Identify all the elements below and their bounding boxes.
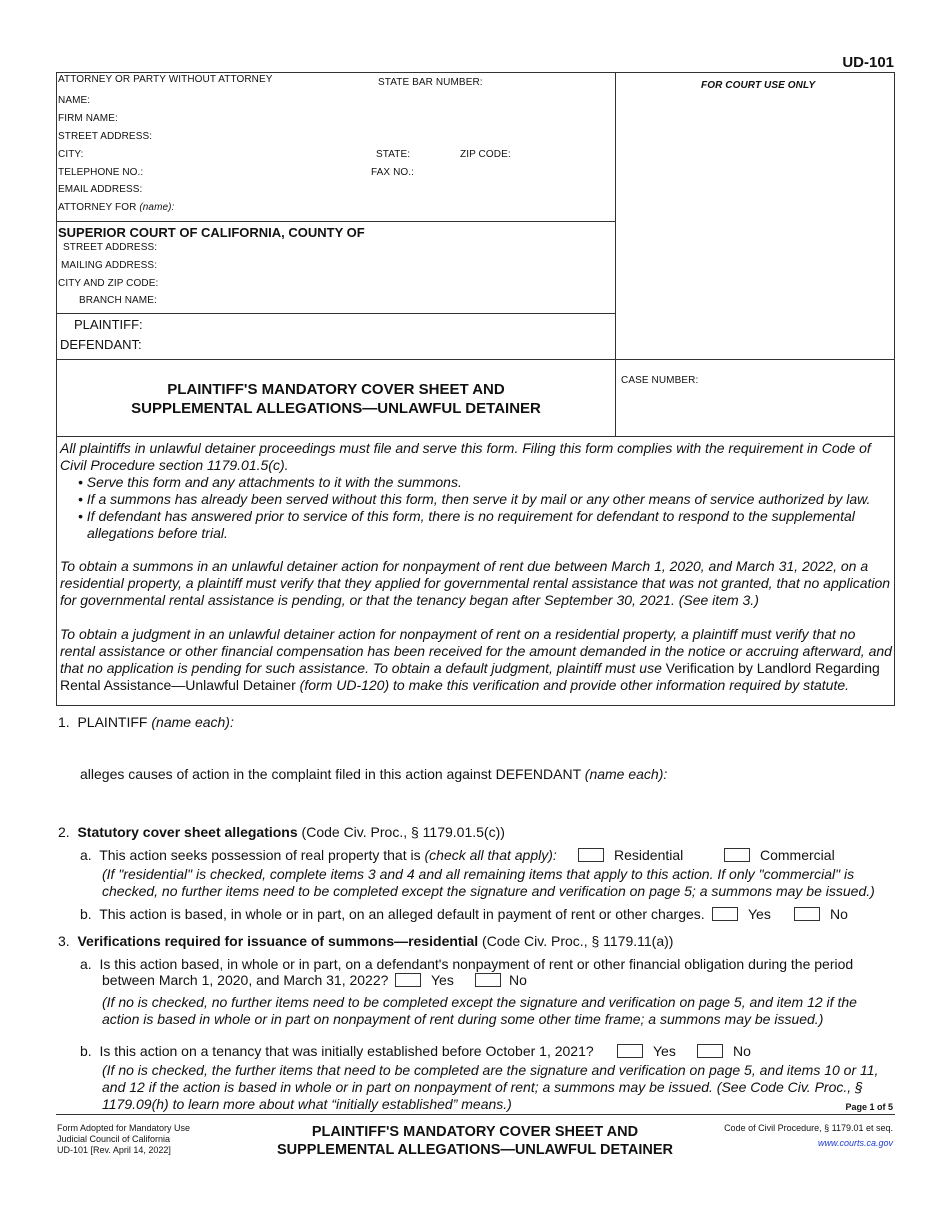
item-3b-letter: b. <box>80 1043 92 1059</box>
item-1-label: PLAINTIFF <box>77 714 148 730</box>
item-2 <box>58 824 505 841</box>
item-3b-yes-label: Yes <box>653 1043 676 1059</box>
form-number: UD-101 <box>842 54 894 71</box>
firm-label: FIRM NAME: <box>58 113 118 124</box>
item-2-code: (Code Civ. Proc., § 1179.01.5(c)) <box>301 824 505 840</box>
telephone-label: TELEPHONE NO.: <box>58 167 144 178</box>
notice-judgment <box>60 626 893 694</box>
zip-label: ZIP CODE: <box>460 149 511 160</box>
item-2b-yes-checkbox[interactable] <box>712 907 738 921</box>
item-3b-text: Is this action on a tenancy that was initially established before October 1, 2021? <box>99 1043 594 1059</box>
form-title-line2: SUPPLEMENTAL ALLEGATIONS—UNLAWFUL DETAINER <box>131 400 541 417</box>
state-label: STATE: <box>376 149 411 160</box>
item-3a-note: (If no is checked, no further items need to be completed except the signature and verification on page 5, and item 12 if the action is based in whole or in part on nonpayment of rent during some other time frame; a summons may be issued.) <box>102 994 857 1027</box>
item-1-alleges-suffix: (name each): <box>584 766 668 782</box>
street-label: STREET ADDRESS: <box>58 131 153 142</box>
item-2b-letter: b. <box>80 906 92 922</box>
state-bar-label: STATE BAR NUMBER: <box>378 77 483 88</box>
court-city-label: CITY AND ZIP CODE: <box>58 278 159 289</box>
notice-bullet-1: • Serve this form and any attachments to it with the summons. <box>78 474 462 490</box>
notice-judgment-text: To obtain a judgment in an unlawful detainer action for nonpayment of rent on a residential property, a plaintiff must verify that no rental assistance or other financial compensation has been received for the amount demanded in the notice or accruing afterward, and that no application is pending for such assistance. To obtain a default judgment, plaintiff must use <box>60 626 892 676</box>
item-2a <box>80 847 557 864</box>
residential-label: Residential <box>614 847 684 863</box>
item-3 <box>58 933 673 950</box>
notice-bullet-2: • If a summons has already been served without this form, then serve it by mail or any other means of service authorized by law. <box>78 491 871 507</box>
notice-judgment-tail: (form UD-120) to make this verification and provide other information required by statute. <box>299 677 850 693</box>
footer-code: Code of Civil Procedure, § 1179.01 et seq. <box>724 1123 893 1133</box>
court-title: SUPERIOR COURT OF CALIFORNIA, COUNTY OF <box>58 225 365 240</box>
court-use-label: FOR COURT USE ONLY <box>701 80 816 91</box>
item-3b <box>80 1043 594 1060</box>
item-3b-yes-checkbox[interactable] <box>617 1044 643 1058</box>
item-2a-note: (If "residential" is checked, complete items 3 and 4 and all remaining items that apply to this action. If only "commercial" is checked, no further items need to be completed except the signature and verification on page 5; a summons may be issued.) <box>102 866 875 899</box>
attorney-for-text: ATTORNEY FOR <box>58 202 137 213</box>
item-1-alleges-text: alleges causes of action in the complaint filed in this action against DEFENDANT <box>80 766 581 782</box>
item-3-title: Verifications required for issuance of summons <box>77 933 395 949</box>
item-2a-text: This action seeks possession of real property that is <box>99 847 421 863</box>
item-3a-no-label: No <box>509 972 527 988</box>
item-3a-yes-label: Yes <box>431 972 454 988</box>
item-3-number: 3. <box>58 933 70 949</box>
court-branch-label: BRANCH NAME: <box>79 295 157 306</box>
footer-citation <box>724 1121 893 1151</box>
item-3a-line1 <box>80 956 853 973</box>
page-number: Page 1 of 5 <box>845 1102 893 1112</box>
item-2b <box>80 906 705 923</box>
commercial-checkbox[interactable] <box>724 848 750 862</box>
case-number-label: CASE NUMBER: <box>621 375 699 386</box>
footer-website-link[interactable]: www.courts.ca.gov <box>817 1138 893 1148</box>
notice-summons: To obtain a summons in an unlawful detainer action for nonpayment of rent due between March 1, 2020, and March 31, 2022, on a residential property, a plaintiff must verify that they applied for governmental rental assistance that was not granted, that no application for governmental rental assistance is pending, or that the tenancy began after September 30, 2021. (See item 3.) <box>60 558 891 608</box>
defendant-label: DEFENDANT: <box>60 337 142 352</box>
footer-title <box>240 1123 710 1159</box>
footer-adoption <box>57 1123 190 1156</box>
item-2b-text: This action is based, in whole or in part, on an alleged default in payment of rent or other charges. <box>99 906 705 922</box>
residential-checkbox[interactable] <box>578 848 604 862</box>
item-3b-no-checkbox[interactable] <box>697 1044 723 1058</box>
footer-rule <box>56 1114 895 1115</box>
name-label: NAME: <box>58 95 91 106</box>
footer-adoption-line2: Judicial Council of California <box>57 1134 171 1144</box>
item-2-title: Statutory cover sheet allegations <box>77 824 298 840</box>
notice-bullet-3: • If defendant has answered prior to service of this form, there is no requirement for defendant to respond to the supplemental allegations before trial. <box>78 508 855 541</box>
item-3a-letter: a. <box>80 956 92 972</box>
footer-title-line2: SUPPLEMENTAL ALLEGATIONS—UNLAWFUL DETAINER <box>276 1142 674 1158</box>
notice-judgment-form-name: Verification by Landlord Regarding Rental Assistance—Unlawful Detainer <box>60 660 880 693</box>
footer-title-line1: PLAINTIFF'S MANDATORY COVER SHEET AND <box>311 1124 639 1140</box>
attorney-for-label <box>58 202 174 213</box>
item-2b-no-checkbox[interactable] <box>794 907 820 921</box>
item-3-title-residential: —residential <box>394 933 479 949</box>
item-1 <box>58 714 234 731</box>
divider-court <box>57 313 615 314</box>
item-2a-letter: a. <box>80 847 92 863</box>
item-2-number: 2. <box>58 824 70 840</box>
item-2b-yes-label: Yes <box>748 906 771 922</box>
court-street-label: STREET ADDRESS: <box>63 242 158 253</box>
item-3b-note: (If no is checked, the further items that need to be completed are the signature and verification on page 5, and items 10 or 11, and 12 if the action is based in whole or in part on nonpayment of rent; a summons may be issued. (See Code Civ. Proc., § 1179.09(h) to learn more about what “initially established” means.) <box>102 1062 879 1112</box>
item-2a-italic: (check all that apply): <box>424 847 557 863</box>
item-2b-no-label: No <box>830 906 848 922</box>
item-3b-no-label: No <box>733 1043 751 1059</box>
notice-intro: All plaintiffs in unlawful detainer proceedings must file and serve this form. Filing this form complies with the requirement in Code of Civil Procedure section 1179.01.5(c). <box>60 440 871 473</box>
form-title <box>58 380 614 418</box>
footer-adoption-line1: Form Adopted for Mandatory Use <box>57 1123 191 1133</box>
divider-parties <box>57 359 894 360</box>
column-divider <box>615 73 616 437</box>
commercial-label: Commercial <box>760 847 835 863</box>
item-3a-line2: between March 1, 2020, and March 31, 2022? <box>102 972 389 988</box>
court-mailing-label: MAILING ADDRESS: <box>61 260 158 271</box>
form-title-line1: PLAINTIFF'S MANDATORY COVER SHEET AND <box>167 381 505 398</box>
plaintiff-label: PLAINTIFF: <box>74 317 143 332</box>
fax-label: FAX NO.: <box>371 167 415 178</box>
item-3a-text1: Is this action based, in whole or in part, on a defendant's nonpayment of rent or other financial obligation during the period <box>99 956 854 972</box>
email-label: EMAIL ADDRESS: <box>58 184 143 195</box>
footer-adoption-line3: UD-101 [Rev. April 14, 2022] <box>57 1145 171 1155</box>
item-1-alleges <box>80 766 667 783</box>
item-3a-no-checkbox[interactable] <box>475 973 501 987</box>
attorney-label: ATTORNEY OR PARTY WITHOUT ATTORNEY <box>58 74 273 85</box>
item-3-code: (Code Civ. Proc., § 1179.11(a)) <box>482 933 674 949</box>
attorney-for-suffix: (name): <box>139 202 175 213</box>
item-3a-yes-checkbox[interactable] <box>395 973 421 987</box>
divider-attorney <box>57 221 615 222</box>
divider-title <box>57 436 894 437</box>
city-label: CITY: <box>58 149 84 160</box>
item-1-suffix: (name each): <box>151 714 234 730</box>
item-1-number: 1. <box>58 714 70 730</box>
